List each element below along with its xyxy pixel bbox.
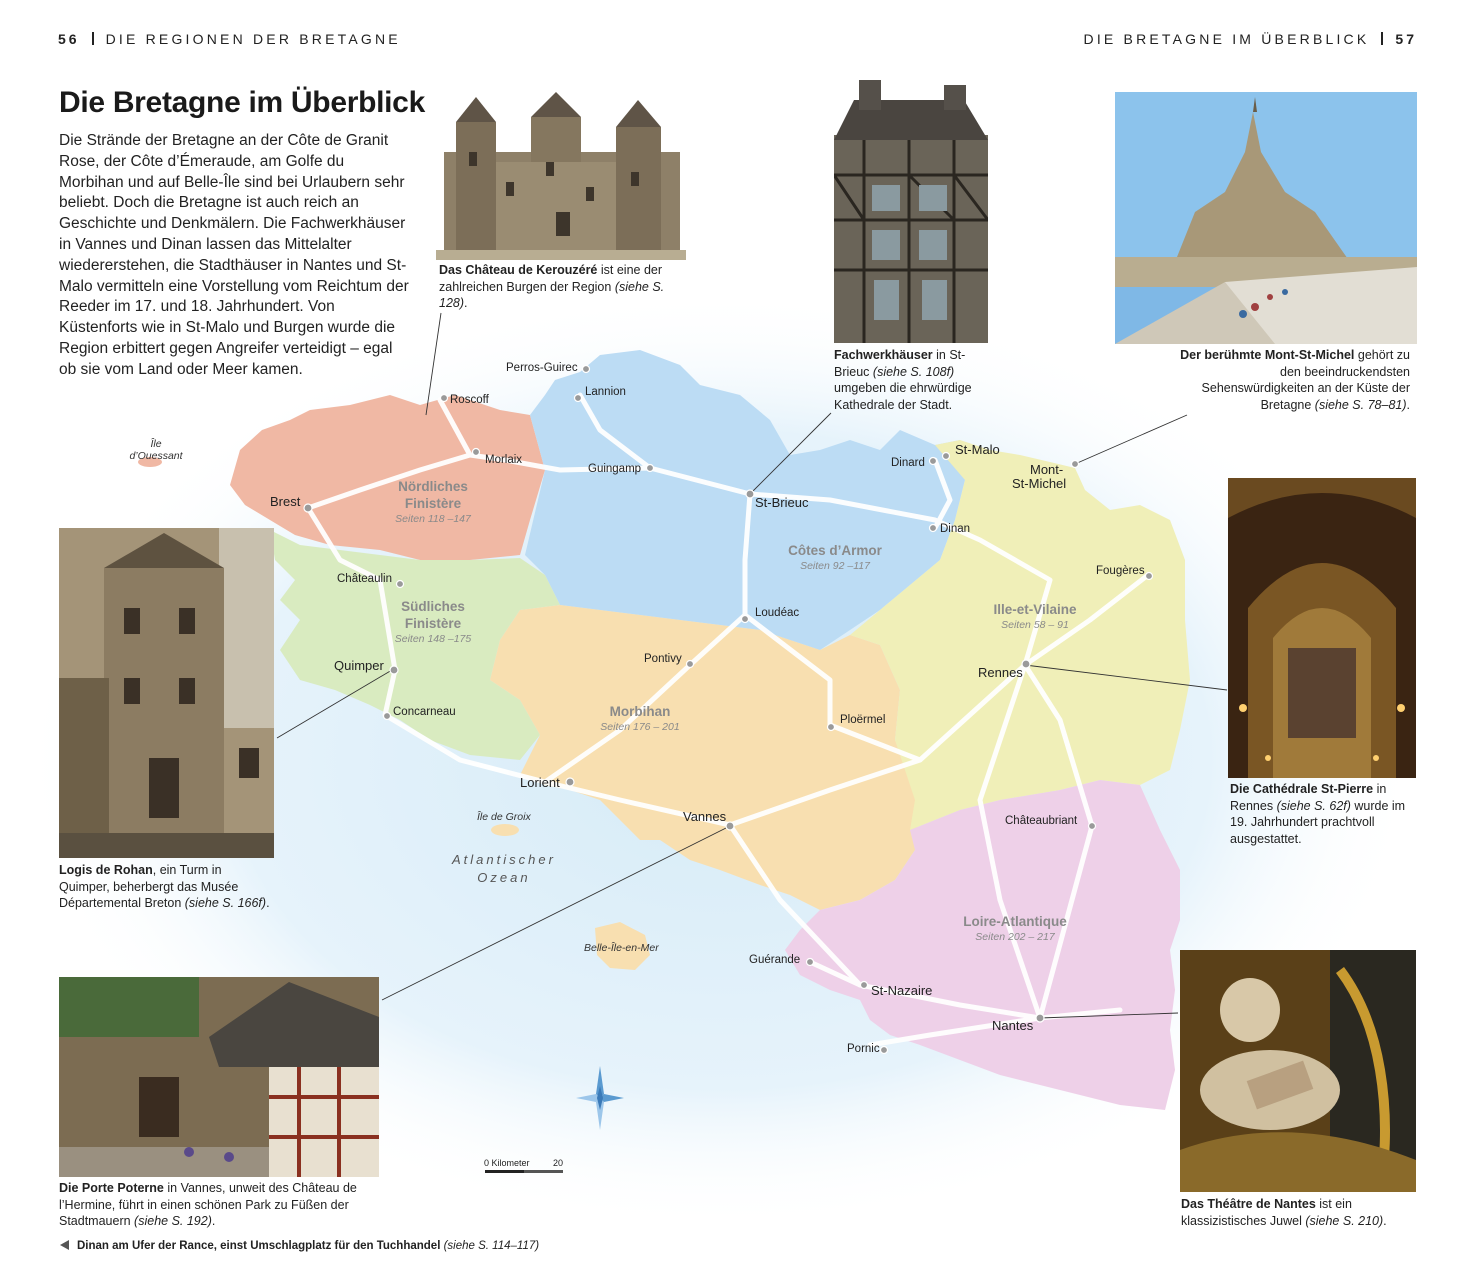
region-label-ille-et-vilaine [970, 601, 1100, 632]
ocean-label-line2: Ozean [477, 870, 531, 885]
footer-text: Dinan am Ufer der Rance, einst Umschlagplatz für den Tuchhandel [77, 1240, 444, 1252]
caption-poterne-text: in Vannes, unweit des Château de l’Hermine, führt in einen schönen Park zu Füßen der Stadtmauern [59, 1181, 357, 1228]
place-perros-guirec: Perros-Guirec [506, 362, 578, 374]
photo-cathedrale-st-pierre [1228, 478, 1416, 778]
island-groix [491, 824, 519, 836]
footer-ref: (siehe S. 114–117) [443, 1240, 540, 1252]
region-name: Côtes d’Armor [788, 543, 882, 558]
ocean-label-line1: Atlantischer [452, 852, 556, 867]
caption-kerouzere-text: ist eine der zahlreichen Burgen der Region [439, 263, 663, 294]
place-dinard: Dinard [891, 457, 925, 469]
caption-montstmichel-text: gehört zu den beeindruckendsten Sehenswürdigkeiten an der Küste der Bretagne [1201, 348, 1410, 412]
caption-montstmichel-ref: (siehe S. 78–81) [1314, 397, 1407, 412]
place-guerande: Guérande [749, 954, 801, 966]
caption-montstmichel-end: . [1406, 397, 1410, 412]
region-name-2: Finistère [404, 616, 462, 631]
scale-max: 20 [553, 1158, 564, 1168]
place-chateaubriant: Châteaubriant [1005, 815, 1078, 827]
caption-kerouzere-end: . [464, 296, 468, 310]
page-title: Die Bretagne im Überblick [59, 86, 425, 119]
caption-stpierre-end: wurde im 19. Jahrhundert prachtvoll ausgestattet. [1230, 798, 1406, 846]
place-st-brieuc: St-Brieuc [755, 495, 809, 510]
region-label-sud-finistere [383, 598, 483, 646]
region-label-nord-finistere [383, 478, 483, 526]
caption-montstmichel [1180, 347, 1410, 413]
region-name: Südliches [401, 599, 465, 614]
place-morlaix: Morlaix [485, 454, 523, 466]
scale-bar [485, 1170, 563, 1173]
caption-rohan-ref: (siehe S. 166f) [184, 896, 267, 910]
caption-theatre [1181, 1196, 1417, 1229]
place-lannion: Lannion [585, 386, 626, 398]
place-mont-st-michel-1: Mont- [1030, 462, 1064, 477]
caption-kerouzere [439, 262, 669, 312]
caption-rohan-bold: Logis de Rohan [59, 863, 153, 877]
running-title-left: DIE REGIONEN DER BRETAGNE [105, 31, 401, 47]
arrow-left-icon [60, 1240, 69, 1250]
region-label-loire-atlantique [950, 913, 1080, 944]
page-number-right: 57 [1395, 31, 1417, 47]
caption-rohan [59, 862, 274, 912]
running-title-right: DIE BRETAGNE IM ÜBERBLICK [1083, 31, 1370, 47]
place-fougeres: Fougères [1096, 565, 1145, 577]
caption-kerouzere-bold: Das Château de Kerouzéré [439, 263, 598, 277]
label-ouessant-line2: d’Ouessant [129, 450, 183, 462]
region-name: Ille-et-Vilaine [993, 602, 1077, 617]
label-ouessant [128, 438, 184, 462]
caption-theatre-bold: Das Théâtre de Nantes [1181, 1197, 1316, 1211]
photo-porte-poterne [59, 977, 379, 1177]
place-lorient: Lorient [520, 775, 560, 790]
caption-kerouzere-ref: (siehe S. 128) [439, 279, 665, 310]
scale-label: 0 Kilometer [484, 1158, 530, 1168]
place-chateaulin: Châteaulin [337, 573, 392, 585]
region-pages: Seiten 202 – 217 [975, 931, 1055, 943]
caption-stpierre-ref: (siehe S. 62f) [1276, 798, 1351, 813]
label-ouessant-line1: Île [150, 438, 162, 450]
place-vannes: Vannes [683, 809, 727, 824]
caption-theatre-end: . [1383, 1213, 1387, 1228]
place-rennes: Rennes [978, 665, 1023, 680]
caption-theatre-ref: (siehe S. 210) [1305, 1213, 1384, 1228]
caption-stpierre [1230, 781, 1420, 847]
ocean-label [452, 851, 556, 887]
place-pornic: Pornic [847, 1043, 880, 1055]
photo-logis-de-rohan [59, 528, 274, 858]
label-belle-ile: Belle-Île-en-Mer [584, 942, 659, 954]
place-ploermel: Ploërmel [840, 714, 886, 726]
caption-theatre-text: ist ein klassizistisches Juwel [1181, 1197, 1352, 1228]
place-guingamp: Guingamp [588, 463, 642, 475]
region-label-cotes-d-armor [775, 542, 895, 573]
caption-poterne-bold: Die Porte Poterne [59, 1181, 164, 1195]
caption-montstmichel-bold: Der berühmte Mont-St-Michel [1180, 348, 1355, 362]
region-label-morbihan [585, 703, 695, 734]
place-quimper: Quimper [334, 658, 384, 673]
place-st-nazaire: St-Nazaire [871, 983, 933, 998]
photo-fachwerkhaeuser [834, 80, 988, 343]
photo-mont-st-michel [1115, 92, 1417, 344]
photo-theatre-nantes [1180, 950, 1416, 1192]
label-ile-de-groix: Île de Groix [477, 811, 531, 823]
caption-rohan-end: . [266, 896, 270, 910]
caption-fachwerk-text: in St-Brieuc [834, 348, 966, 379]
caption-stpierre-text: in Rennes [1230, 782, 1387, 813]
place-mont-st-michel-2: St-Michel [1012, 476, 1067, 491]
photo-chateau-kerouzere [436, 92, 686, 260]
caption-poterne [59, 1180, 379, 1230]
place-st-malo: St-Malo [955, 442, 1000, 457]
caption-poterne-ref: (siehe S. 192) [134, 1214, 212, 1228]
region-name: Nördliches [398, 479, 468, 494]
intro-paragraph: Die Strände der Bretagne an der Côte de Granit Rose, der Côte d’Émeraude, am Golfe du Morbihan und auf Belle-Île sind bei Urlaubern sehr beliebt. Doch die Bretagne ist auch reich an Geschichte und Denkmälern. Die Fachwerkhäuser in Vannes und Dinan lassen das Mittelalter wiedererstehen, die Stadthäuser in Nantes und St-Malo vermitteln eine Vorstellung vom Reichtum der Reeder im 17. und 18. Jahrhundert. Von Küstenforts wie in St-Malo und Burgen wurde die Region erbittert gegen Angreifer verteidigt – egal ob sie vom Land oder Meer kamen. [59, 132, 409, 378]
place-roscoff: Roscoff [450, 394, 489, 406]
caption-fachwerk-bold: Fachwerkhäuser [834, 348, 933, 362]
region-pages: Seiten 148 –175 [394, 633, 472, 645]
region-name: Morbihan [609, 704, 671, 719]
region-pages: Seiten 58 – 91 [1001, 619, 1069, 631]
place-loudeac: Loudéac [755, 607, 800, 619]
region-name-2: Finistère [404, 496, 462, 511]
region-name: Loire-Atlantique [963, 914, 1067, 929]
place-pontivy: Pontivy [644, 653, 682, 665]
caption-fachwerk-ref: (siehe S. 108f) [872, 364, 955, 379]
place-concarneau: Concarneau [393, 706, 456, 718]
caption-rohan-text: , ein Turm in Quimper, beherbergt das Musée Départemental Breton [59, 863, 239, 910]
caption-poterne-end: . [211, 1214, 216, 1228]
footer-caption [60, 1240, 539, 1252]
region-pages: Seiten 92 –117 [800, 560, 870, 572]
place-dinan: Dinan [940, 523, 971, 535]
region-pages: Seiten 176 – 201 [600, 721, 680, 733]
caption-fachwerk-end: umgeben die ehrwürdige Kathedrale der Stadt. [834, 381, 972, 412]
place-brest: Brest [270, 494, 301, 509]
caption-stpierre-bold: Die Cathédrale St-Pierre [1230, 782, 1374, 796]
page-number-left: 56 [58, 31, 80, 47]
caption-fachwerk [834, 347, 994, 413]
region-pages: Seiten 118 –147 [395, 513, 471, 525]
place-nantes: Nantes [992, 1018, 1034, 1033]
